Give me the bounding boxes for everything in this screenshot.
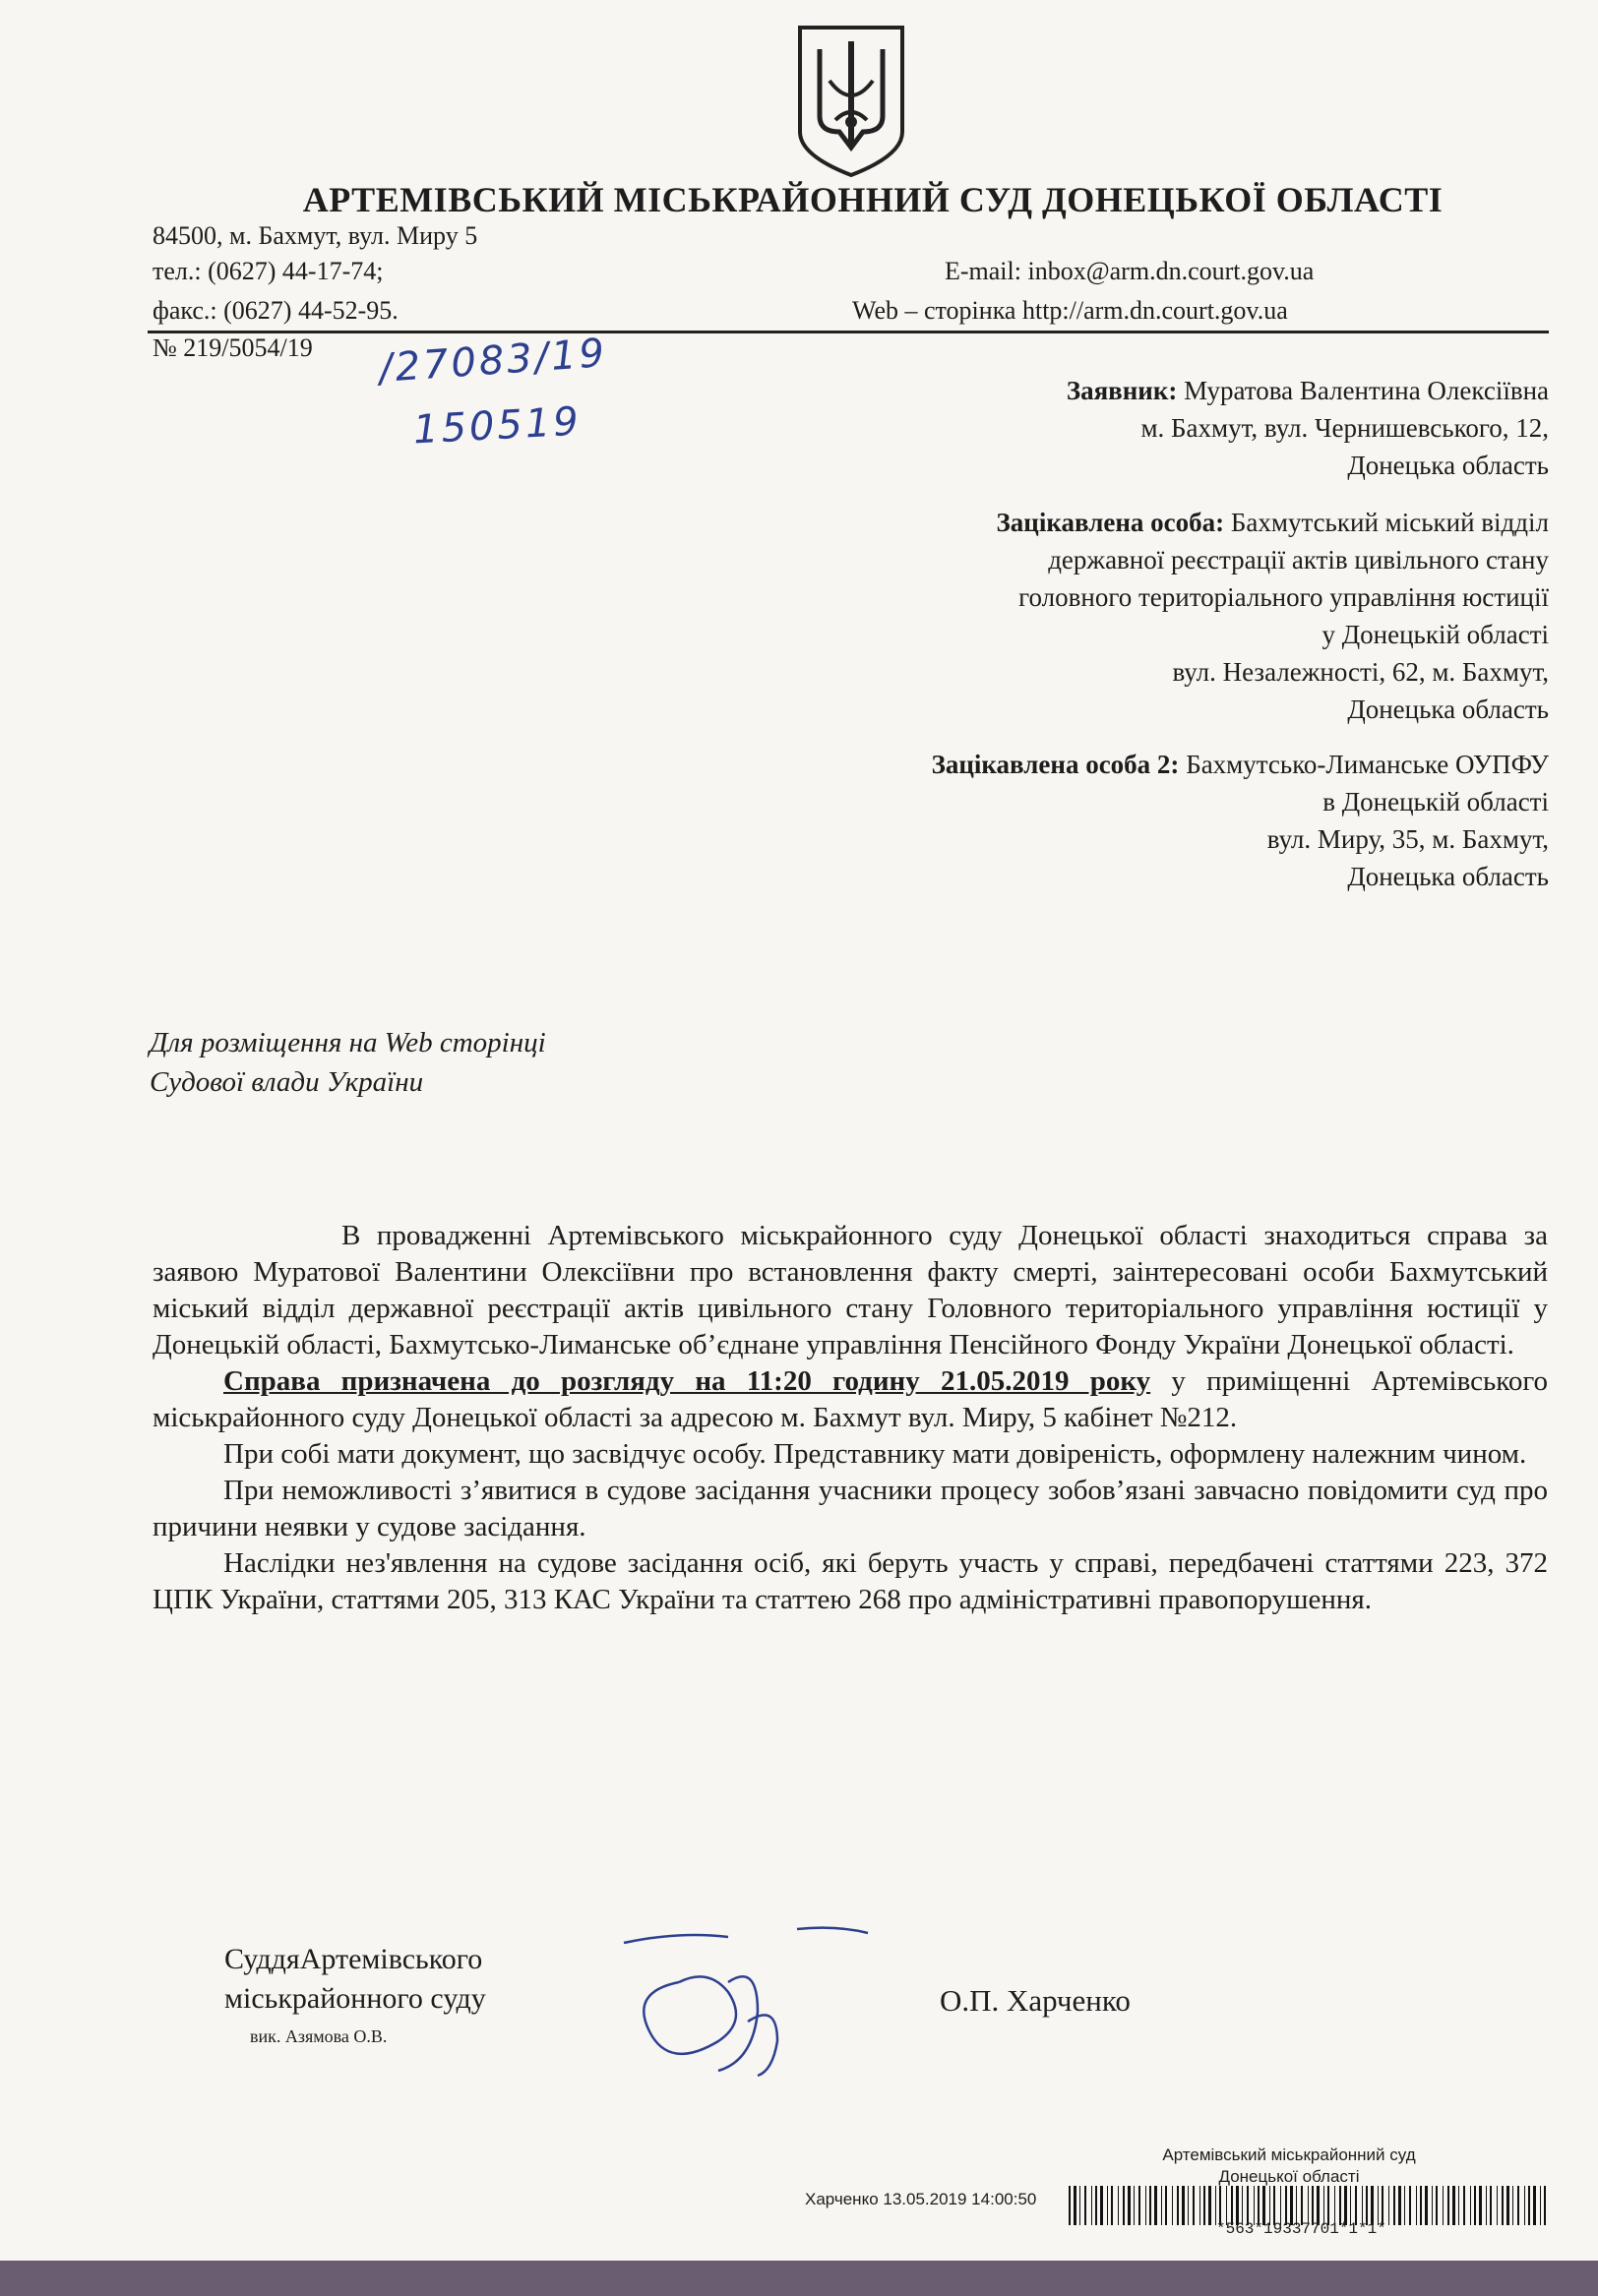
executor-name: вик. Азямова О.В. [250,2026,388,2046]
interested-party-2-name: Бахмутсько-Лиманське ОУПФУ [1179,750,1549,779]
body-paragraph: Наслідки нез'явлення на судове засідання осіб, які беруть участь у справі, передбачені статтями 223, 372 ЦПК України, статтями 205, 313 КАС України та статтею 268 про адміністративні правопорушення. [153,1547,1548,1615]
trident-emblem-icon [792,22,910,179]
interested-party-1-name: Бахмутський міський відділ [1224,508,1549,537]
hearing-location: у приміщенні Артемівського міськрайонного суду Донецької області за адресою м. Бахмут вул. Миру, 5 кабінет №212. [153,1365,1549,1433]
publication-note-line: Судової влади України [150,1066,424,1098]
court-phone: тел.: (0627) 44-17-74; [153,257,384,285]
handwritten-incoming-number: /27083/19 [377,330,609,393]
interested-party-1-line: державної реєстрації актів цивільного стану [1048,545,1549,574]
interested-party-2-address: вул. Миру, 35, м. Бахмут, [1266,824,1549,854]
body-paragraph: При неможливості з’явитися в судове засідання учасники процесу зобов’язані завчасно повідомити суд про причини неявки у судове засідання. [153,1475,1548,1542]
interested-party-1-region: Донецька область [1347,695,1549,724]
interested-party-2-region: Донецька область [1347,862,1549,891]
document-barcode [1069,2186,1547,2225]
barcode-court-line: Донецької області [1218,2167,1360,2186]
handwritten-date: 150519 [411,398,583,453]
interested-party-1-address: вул. Незалежності, 62, м. Бахмут, [1172,657,1549,687]
court-fax: факс.: (0627) 44-52-95. [153,296,399,325]
interested-party-2-label: Зацікавлена особа 2: [931,750,1180,779]
hearing-date-emphasis: Справа призначена до розгляду на 11:20 годину 21.05.2019 року [223,1365,1151,1397]
interested-party-2-block [932,746,1549,895]
judge-title-line: міськрайонного суду [224,1982,486,2015]
interested-party-1-block [997,504,1549,728]
judge-name: О.П. Харченко [940,1983,1131,2018]
applicant-address-line: м. Бахмут, вул. Чернишевського, 12, [1140,413,1549,443]
judge-title [224,1940,486,2019]
interested-party-1-line: у Донецькій області [1321,620,1549,649]
body-paragraph: При собі мати документ, що засвідчує особу. Представнику мати довіреність, оформлену належним чином. [223,1438,1527,1470]
court-email: E-mail: inbox@arm.dn.court.gov.ua [945,257,1315,285]
interested-party-1-line: головного територіального управління юстиції [1018,582,1549,612]
interested-party-2-line: в Донецькій області [1322,787,1549,816]
hearing-paragraph [153,1363,1548,1436]
court-name: АРТЕМІВСЬКИЙ МІСЬКРАЙОННИЙ СУД ДОНЕЦЬКОЇ ОБЛАСТІ [302,180,1444,219]
barcode-user-stamp: Харченко 13.05.2019 14:00:50 [805,2190,1037,2208]
judge-title-line: СуддяАртемівського [224,1943,483,1975]
body-paragraph: В провадженні Артемівського міськрайонного суду Донецької області знаходиться справа за заявою Муратової Валентини Олексіївни про встановлення факту смерті, заінтересовані особи Бахмутський міський відділ державної реєстрації актів цивільного стану Головного територіального управління юстиції у Донецькій області, Бахмутсько-Лиманське об’єднане управління Пенсійного Фонду України Донецької області. [153,1220,1548,1360]
barcode-number: *563*19337701*1*1* [1216,2220,1386,2238]
applicant-block [1067,372,1549,484]
applicant-name: Муратова Валентина Олексіївна [1177,376,1549,405]
court-address: 84500, м. Бахмут, вул. Миру 5 [153,221,478,250]
scan-edge-strip [0,2261,1598,2296]
court-website: Web – сторінка http://arm.dn.court.gov.ua [852,296,1288,325]
publication-note [150,1023,546,1102]
barcode-court-label [1141,2145,1437,2188]
notice-body [153,1218,1548,1618]
applicant-label: Заявник: [1066,376,1178,405]
header-divider [148,331,1549,333]
publication-note-line: Для розміщення на Web сторінці [150,1027,546,1058]
applicant-region-line: Донецька область [1347,451,1549,480]
interested-party-1-label: Зацікавлена особа: [996,508,1225,537]
registration-number: № 219/5054/19 [153,333,313,362]
judge-signature [610,1923,876,2081]
barcode-court-line: Артемівський міськрайонний суд [1162,2145,1416,2164]
